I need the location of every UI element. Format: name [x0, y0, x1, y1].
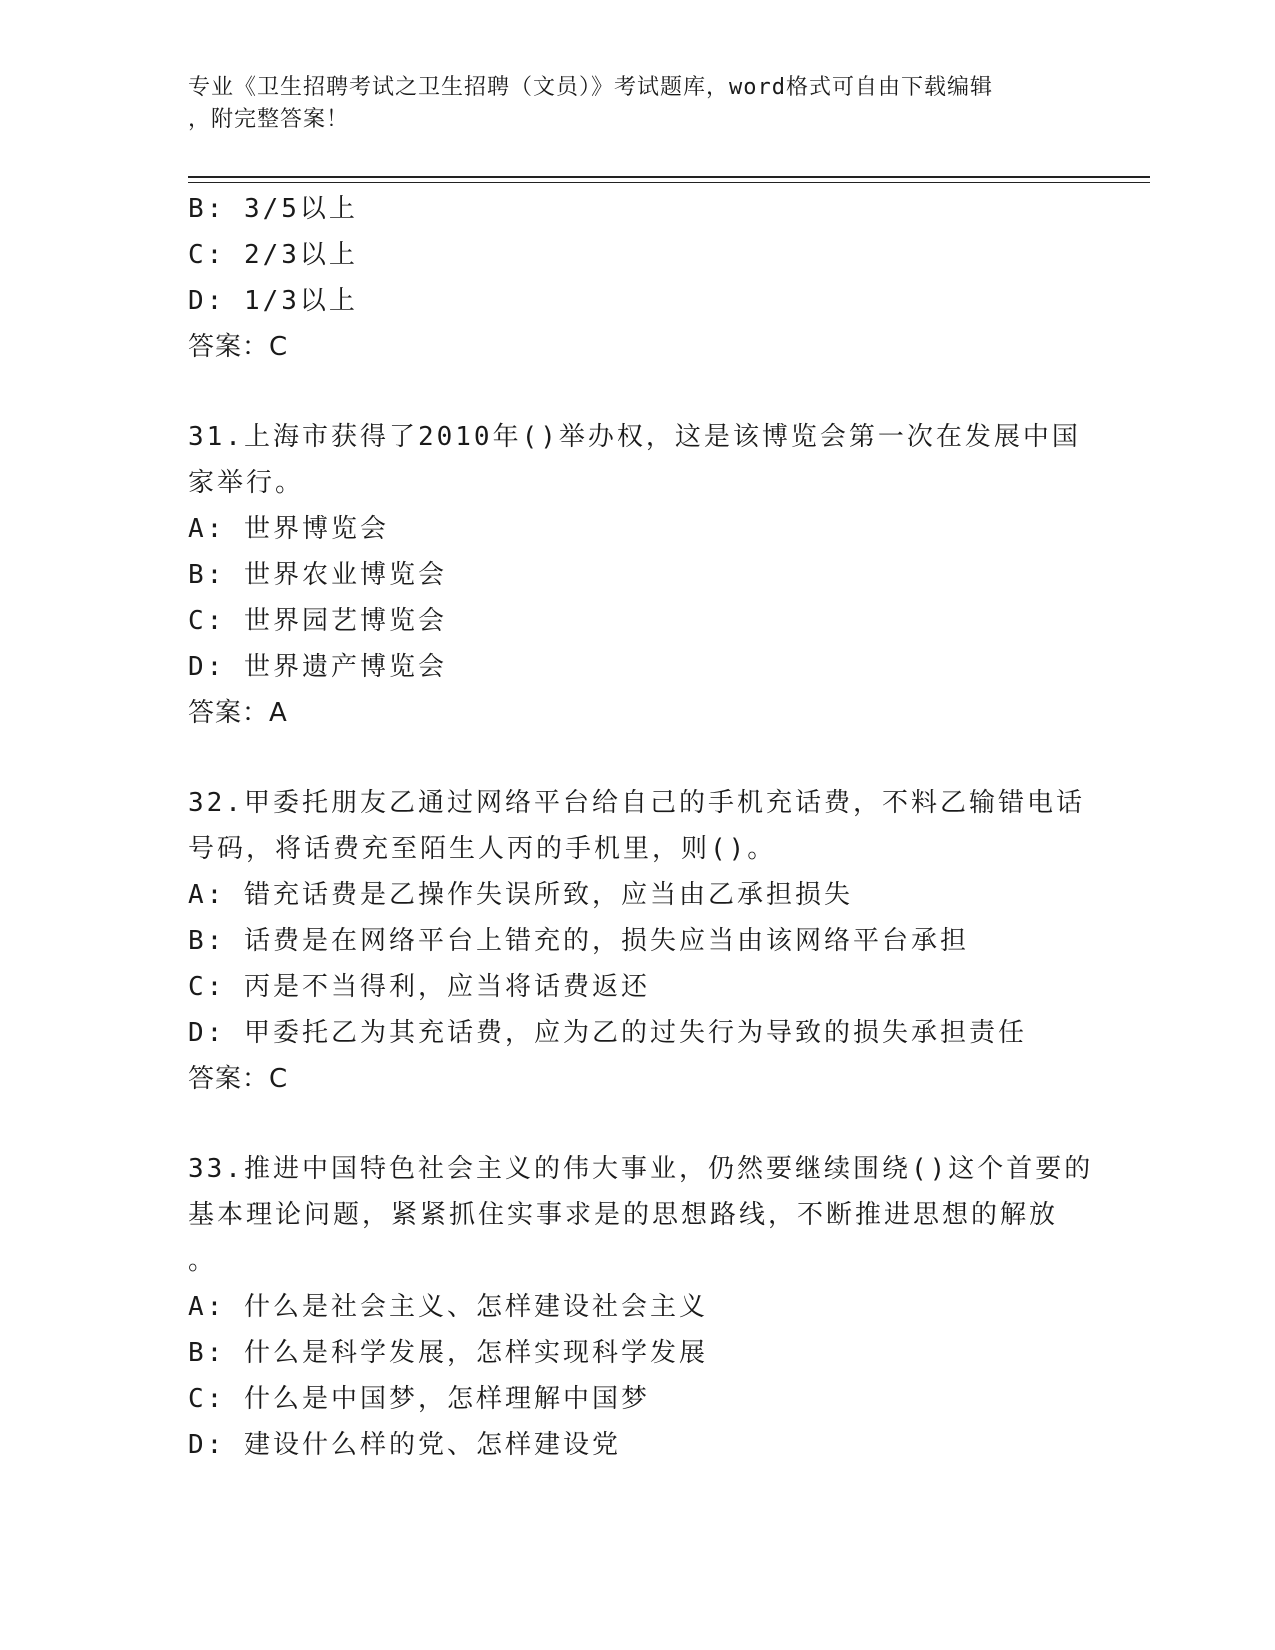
- question-stem-line: 家举行。: [188, 468, 305, 498]
- option-c: C: 什么是中国梦，怎样理解中国梦: [188, 1384, 650, 1414]
- question-32: [188, 780, 1088, 1102]
- option-a: A: 什么是社会主义、怎样建设社会主义: [188, 1292, 708, 1322]
- question-stem-line: 。: [188, 1246, 218, 1276]
- answer-line: 答案：C: [188, 1064, 289, 1094]
- option-d: D: 建设什么样的党、怎样建设党: [188, 1430, 621, 1460]
- option-a: A: 错充话费是乙操作失误所致，应当由乙承担损失: [188, 880, 853, 910]
- option-b: B: 世界农业博览会: [188, 560, 447, 590]
- option-b: B: 什么是科学发展，怎样实现科学发展: [188, 1338, 708, 1368]
- document-header: [188, 72, 1088, 136]
- option-d: D: 1/3以上: [188, 286, 358, 316]
- question-stem-line: 31.上海市获得了2010年()举办权，这是该博览会第一次在发展中国: [188, 422, 1081, 452]
- question-stem-line: 32.甲委托朋友乙通过网络平台给自己的手机充话费，不料乙输错电话: [188, 788, 1085, 818]
- answer-line: 答案：A: [188, 698, 288, 728]
- spacer: [188, 736, 1088, 780]
- option-b: B: 话费是在网络平台上错充的，损失应当由该网络平台承担: [188, 926, 969, 956]
- option-b: B: 3/5以上: [188, 194, 358, 224]
- option-c: C: 世界园艺博览会: [188, 606, 447, 636]
- option-c: C: 丙是不当得利，应当将话费返还: [188, 972, 650, 1002]
- option-a: A: 世界博览会: [188, 514, 389, 544]
- question-31: [188, 414, 1088, 736]
- header-line-2: ，附完整答案！: [188, 107, 350, 132]
- spacer: [188, 1102, 1088, 1146]
- header-divider-thick: [188, 176, 1150, 178]
- question-33: [188, 1146, 1094, 1468]
- option-d: D: 世界遗产博览会: [188, 652, 447, 682]
- answer-line: 答案：C: [188, 332, 289, 362]
- question-30-continued: [188, 186, 1088, 370]
- question-stem-line: 基本理论问题，紧紧抓住实事求是的思想路线，不断推进思想的解放: [188, 1200, 1059, 1230]
- spacer: [188, 370, 1088, 414]
- header-line-1: 专业《卫生招聘考试之卫生招聘（文员）》考试题库，word格式可自由下载编辑: [188, 75, 993, 100]
- option-d: D: 甲委托乙为其充话费，应为乙的过失行为导致的损失承担责任: [188, 1018, 1027, 1048]
- option-c: C: 2/3以上: [188, 240, 358, 270]
- question-stem-line: 33.推进中国特色社会主义的伟大事业，仍然要继续围绕()这个首要的: [188, 1154, 1094, 1184]
- question-stem-line: 号码，将话费充至陌生人丙的手机里，则()。: [188, 834, 777, 864]
- question-list: [188, 186, 1094, 1468]
- header-divider-thin: [188, 182, 1150, 183]
